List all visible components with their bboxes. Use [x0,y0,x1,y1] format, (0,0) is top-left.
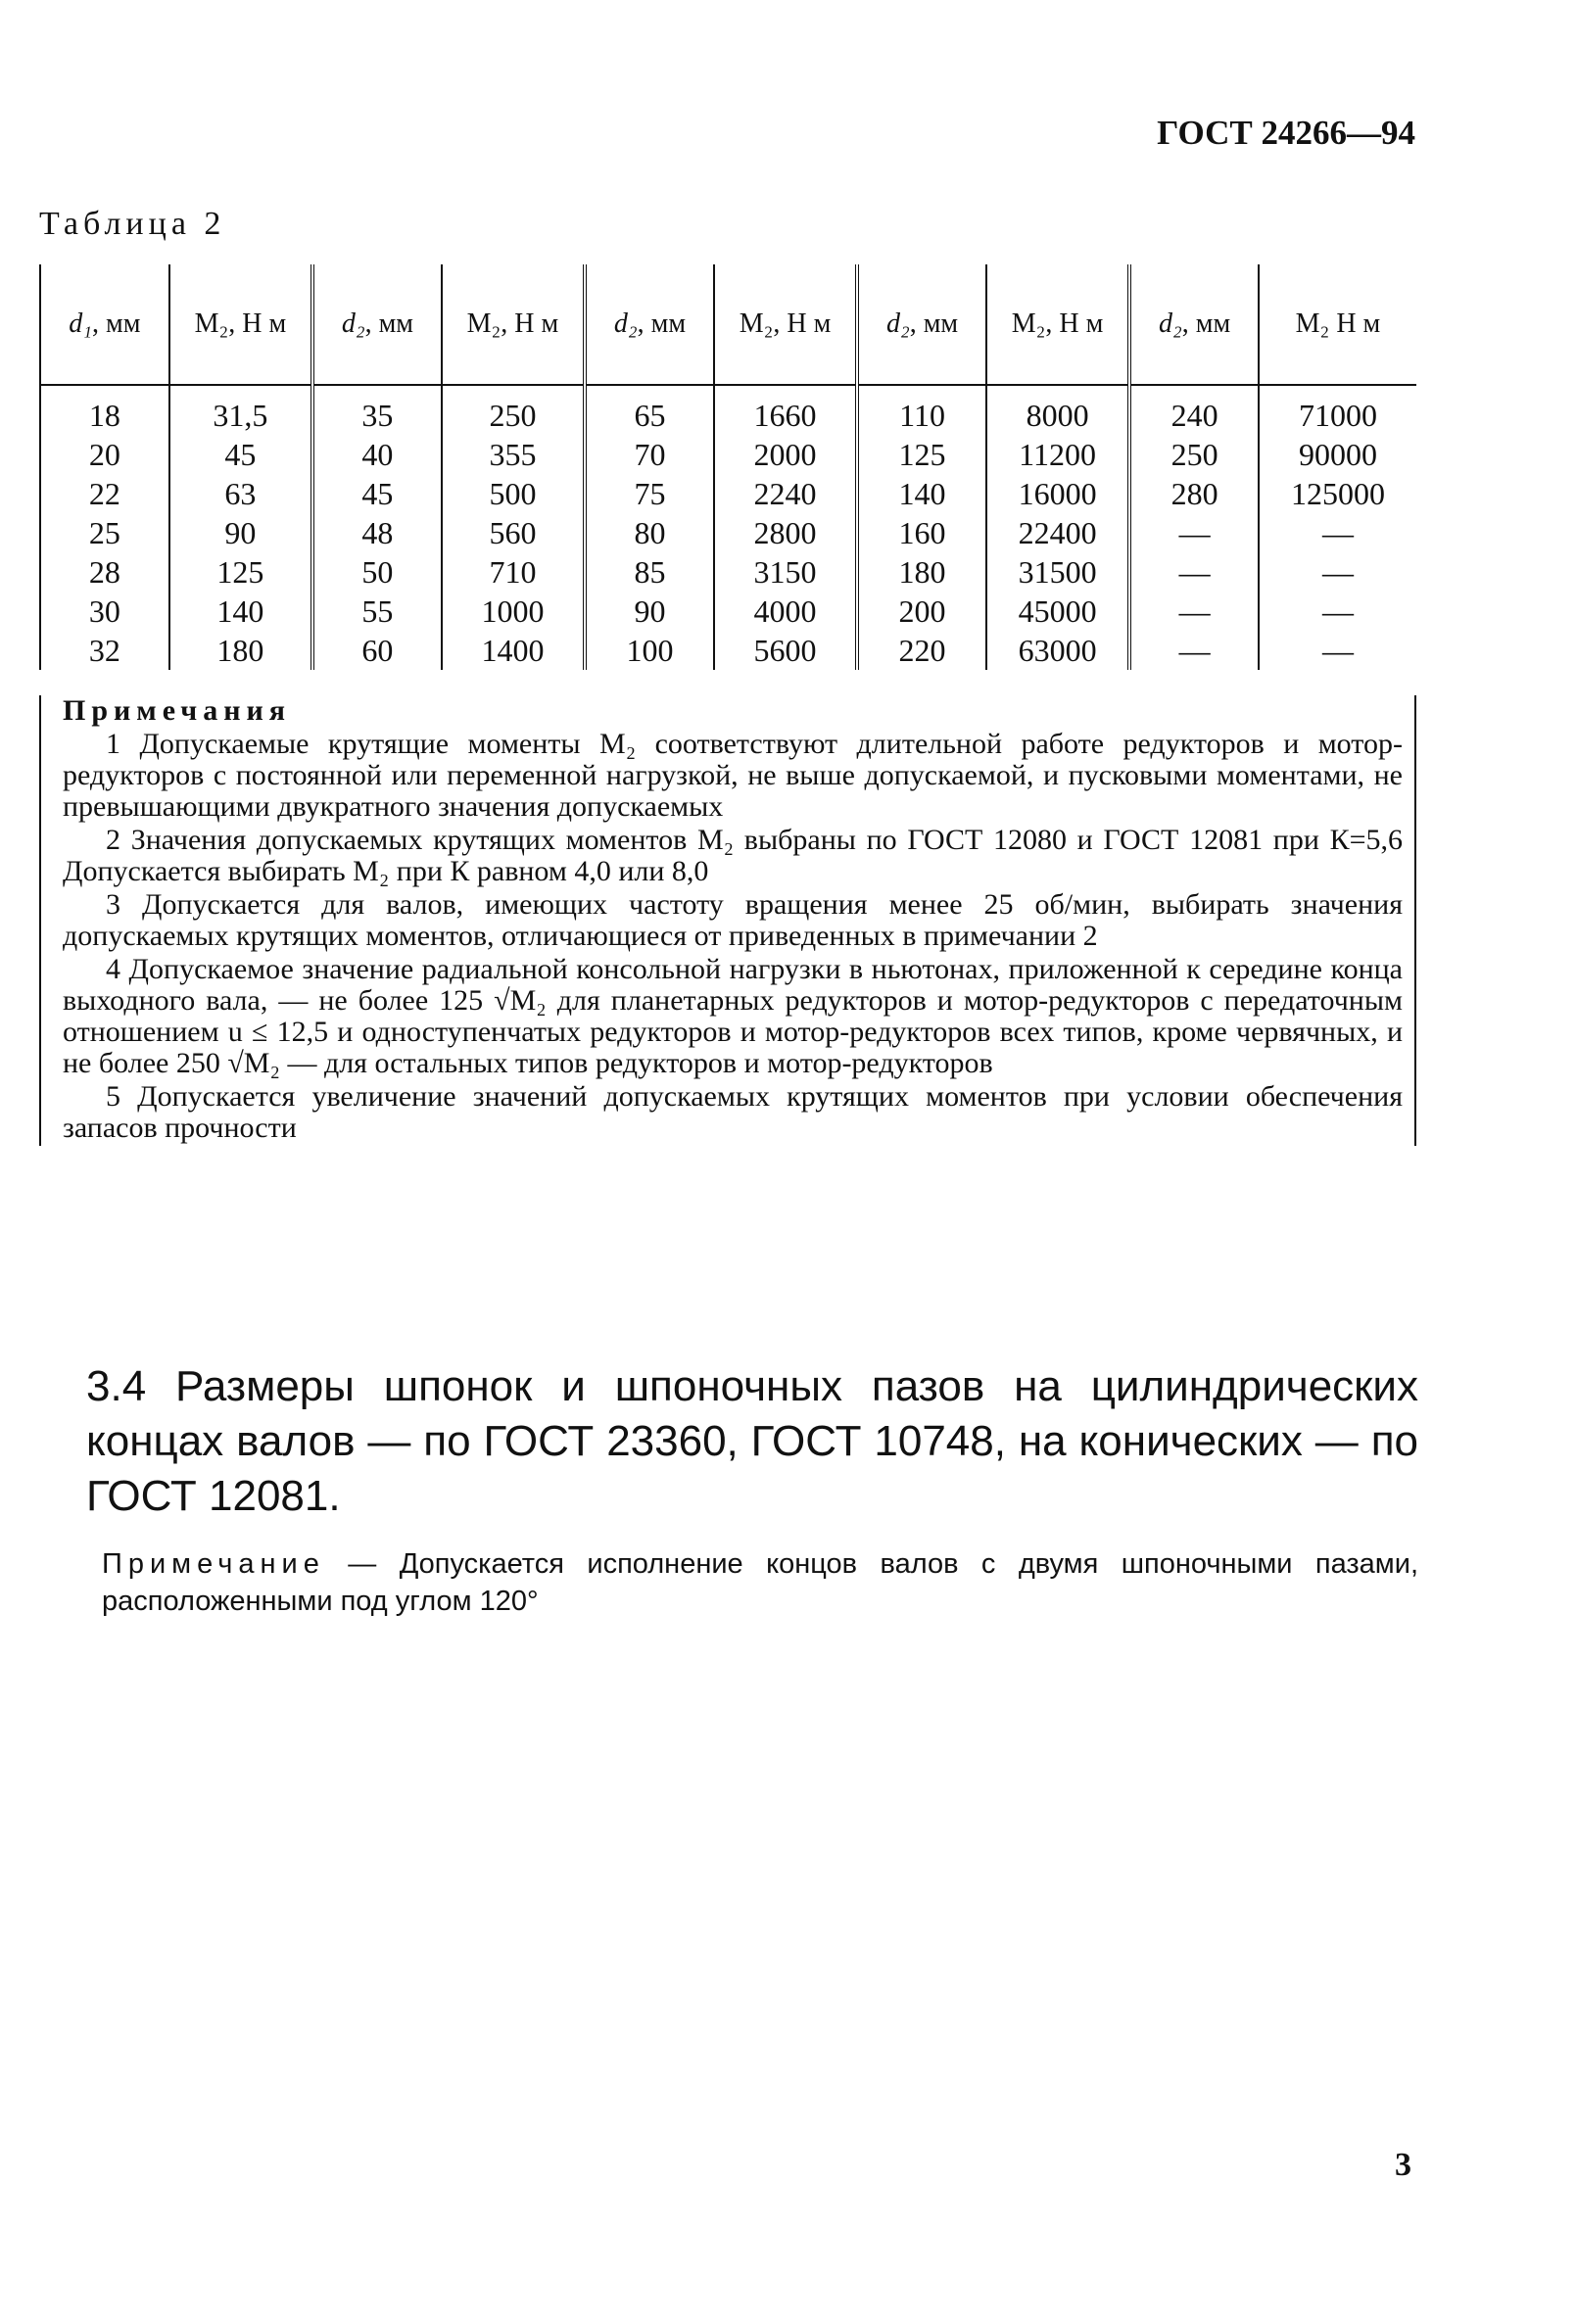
column-unit: , мм [909,308,959,339]
table-cell: — [1129,513,1259,552]
table-cell: 45 [312,474,442,513]
table-cell: 1660 [714,385,857,435]
table-cell: 32 [40,631,169,670]
table-cell: 4000 [714,592,857,631]
table-cell: 18 [40,385,169,435]
table-cell: — [1259,631,1416,670]
table-cell: 71000 [1259,385,1416,435]
column-symbol: d₂ [885,308,910,339]
table-cell: 31,5 [169,385,312,435]
table-cell: 140 [169,592,312,631]
table-cell: 100 [585,631,714,670]
table-cell: 5600 [714,631,857,670]
note-item: 2 Значения допускаемых крутящих моментов М₂ выбраны по ГОСТ 12080 и ГОСТ 12081 при К=5,6 Допускается выбирать М₂ при К равном 4,0 или 8,0 [63,824,1403,887]
column-unit: , мм [92,308,141,339]
table-cell: 80 [585,513,714,552]
torque-table-container [39,264,1416,670]
table-cell: — [1129,592,1259,631]
table-body [40,385,1416,670]
column-header [442,264,585,385]
table-cell: 63 [169,474,312,513]
table-cell: 8000 [986,385,1129,435]
table-row [40,474,1416,513]
table-cell: 180 [169,631,312,670]
table-cell: 500 [442,474,585,513]
table-cell: 20 [40,435,169,474]
table-cell: 140 [857,474,986,513]
table-cell: 3150 [714,552,857,592]
section-note-text: — Допускается исполнение концов валов с двумя шпоночными пазами, расположенными под углом 120° [102,1548,1418,1617]
table-row [40,385,1416,435]
note-item: 1 Допускаемые крутящие моменты М₂ соответствуют длительной работе редукторов и мотор-редукторов с постоянной или переменной нагрузкой, не выше допускаемой, и пусковыми моментами, не превышающими двукратного значения допускаемых [63,728,1403,823]
torque-table [39,264,1416,670]
column-header [312,264,442,385]
table-cell: 55 [312,592,442,631]
column-symbol: M₂ [194,308,229,339]
table-cell: 75 [585,474,714,513]
table-cell: — [1259,552,1416,592]
column-header [40,264,169,385]
table-cell: 65 [585,385,714,435]
table-cell: 110 [857,385,986,435]
table-cell: 85 [585,552,714,592]
column-unit: , мм [637,308,687,339]
table-cell: 60 [312,631,442,670]
column-unit: , Н м [1045,308,1104,339]
page-number: 3 [1395,2147,1411,2183]
column-header [714,264,857,385]
table-cell: 70 [585,435,714,474]
table-cell: 28 [40,552,169,592]
note-item: 5 Допускается увеличение значений допускаемых крутящих моментов при условии обеспечения запасов прочности [63,1080,1403,1144]
column-header [1129,264,1259,385]
table-cell: 250 [442,385,585,435]
table-row [40,513,1416,552]
table-cell: 710 [442,552,585,592]
column-header [585,264,714,385]
column-symbol: d₁ [69,308,92,339]
table-cell: 25 [40,513,169,552]
column-symbol: d₂ [341,308,365,339]
table-cell: — [1259,513,1416,552]
table-cell: 1000 [442,592,585,631]
table-cell: 40 [312,435,442,474]
table-cell: 180 [857,552,986,592]
table-cell: — [1129,552,1259,592]
table-cell: 45 [169,435,312,474]
table-title: Таблица 2 [39,206,226,242]
table-cell: 50 [312,552,442,592]
table-cell: 22400 [986,513,1129,552]
table-cell: 45000 [986,592,1129,631]
table-cell: — [1129,631,1259,670]
note-item: 3 Допускается для валов, имеющих частоту вращения менее 25 об/мин, выбирать значения допускаемых крутящих моментов, отличающиеся от приведенных в примечании 2 [63,888,1403,952]
table-header-row [40,264,1416,385]
column-unit: , Н м [773,308,832,339]
table-cell: 90000 [1259,435,1416,474]
table-cell: 90 [585,592,714,631]
section-3-4-text: 3.4 Размеры шпонок и шпоночных пазов на цилиндрических концах валов — по ГОСТ 23360, ГОСТ 10748, на конических — по ГОСТ 12081. [86,1362,1418,1520]
column-symbol: M₂ [1295,308,1330,339]
table-cell: — [1259,592,1416,631]
table-cell: 48 [312,513,442,552]
table-cell: 35 [312,385,442,435]
column-symbol: M₂ [739,308,774,339]
table-cell: 125 [857,435,986,474]
column-header [1259,264,1416,385]
table-cell: 2000 [714,435,857,474]
table-cell: 125000 [1259,474,1416,513]
section-note-label: Примечание [102,1548,325,1580]
column-symbol: d₂ [613,308,638,339]
table-cell: 160 [857,513,986,552]
column-unit: , мм [1181,308,1231,339]
table-cell: 220 [857,631,986,670]
table-cell: 280 [1129,474,1259,513]
table-row [40,552,1416,592]
column-header [169,264,312,385]
column-symbol: d₂ [1159,308,1182,339]
table-cell: 16000 [986,474,1129,513]
column-symbol: M₂ [1011,308,1046,339]
note-item: 4 Допускаемое значение радиальной консольной нагрузки в ньютонах, приложенной к середине конца выходного вала, — не более 125 √M₂ для планетарных редукторов и мотор-редукторов с передаточным отношением u ≤ 12,5 и одноступенчатых редукторов и мотор-редукторов всех типов, кроме червячных, и не более 250 √M₂ — для остальных типов редукторов и мотор-редукторов [63,953,1403,1079]
table-cell: 2800 [714,513,857,552]
table-row [40,631,1416,670]
table-row [40,592,1416,631]
table-cell: 200 [857,592,986,631]
table-cell: 560 [442,513,585,552]
column-unit: Н м [1329,308,1381,339]
document-code: ГОСТ 24266—94 [1157,114,1415,152]
table-cell: 22 [40,474,169,513]
table-cell: 250 [1129,435,1259,474]
table-cell: 355 [442,435,585,474]
table-cell: 240 [1129,385,1259,435]
table-cell: 11200 [986,435,1129,474]
table-cell: 90 [169,513,312,552]
column-unit: , Н м [228,308,287,339]
notes-title: Примечания [63,694,292,727]
table-cell: 63000 [986,631,1129,670]
table-cell: 31500 [986,552,1129,592]
table-cell: 2240 [714,474,857,513]
section-note [102,1545,1418,1620]
table-row [40,435,1416,474]
column-header [986,264,1129,385]
column-unit: , Н м [501,308,559,339]
table-cell: 1400 [442,631,585,670]
notes-block [39,695,1416,1146]
column-unit: , мм [364,308,413,339]
column-symbol: M₂ [466,308,501,339]
column-header [857,264,986,385]
table-cell: 30 [40,592,169,631]
table-cell: 125 [169,552,312,592]
